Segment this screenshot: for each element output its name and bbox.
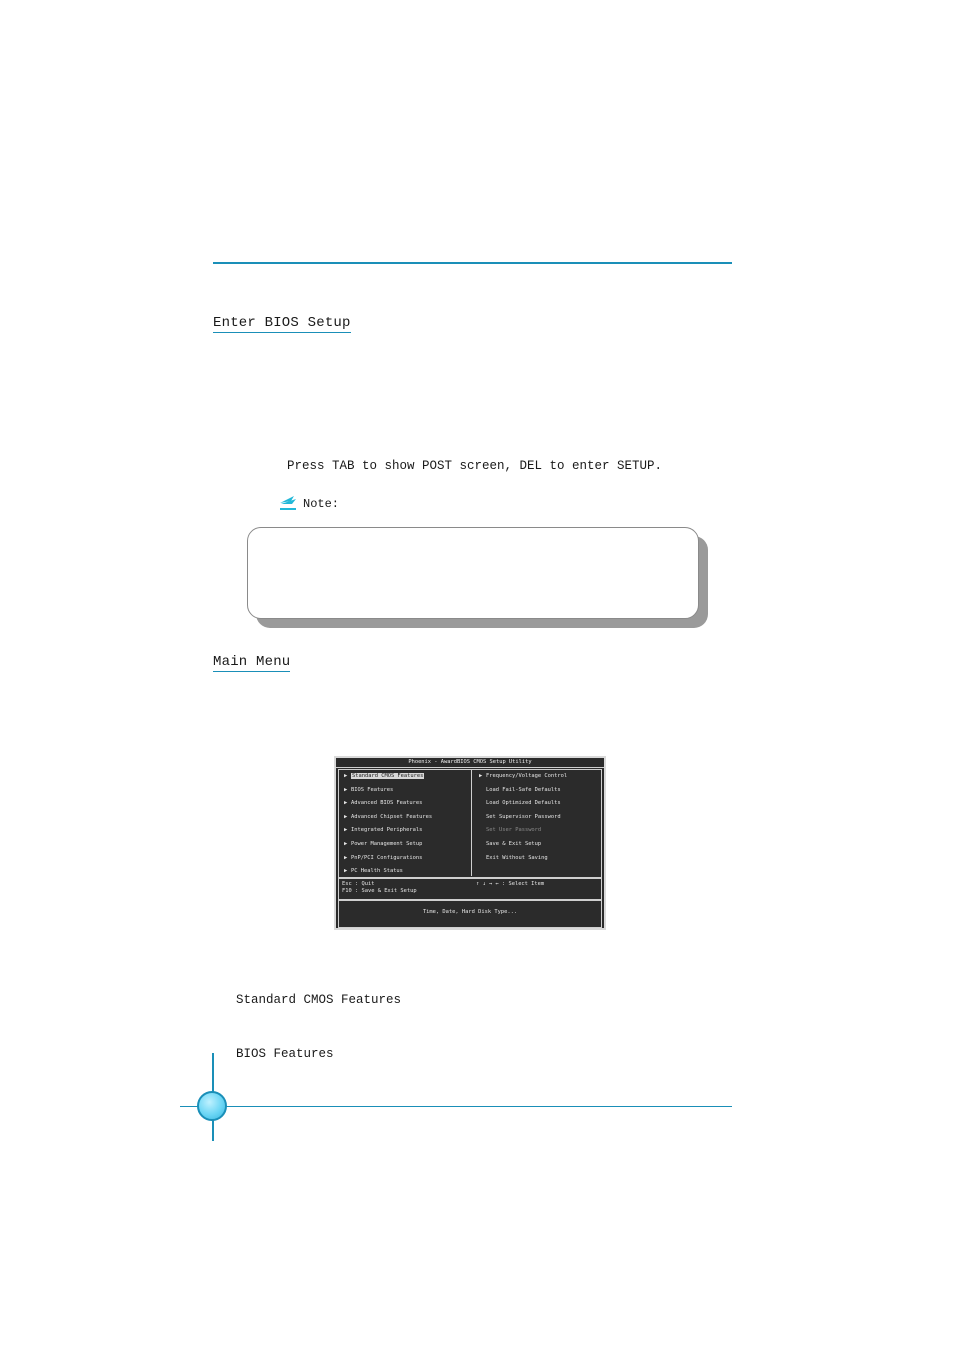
bios-item-standard-cmos[interactable]: ▶ Standard CMOS Features [344,773,424,779]
bios-screenshot [334,756,606,930]
bios-left-column [344,772,432,881]
bios-item-power-management[interactable]: ▶ Power Management Setup [344,840,423,847]
bios-item-load-optimized[interactable]: Load Optimized Defaults [486,800,561,807]
bios-right-column [479,772,567,867]
item-bios-features: BIOS Features [236,1047,334,1061]
item-standard-cmos-features: Standard CMOS Features [236,993,402,1007]
bios-screen [336,758,604,928]
bios-item-advanced-chipset[interactable]: ▶ Advanced Chipset Features [344,813,433,820]
bios-item-supervisor-password[interactable]: Set Supervisor Password [486,813,561,820]
bios-help-quit: Esc : Quit [342,881,375,887]
bios-help-save-exit: F10 : Save & Exit Setup [342,888,417,894]
page-marker-circle [197,1091,227,1121]
bios-item-save-exit[interactable]: Save & Exit Setup [486,840,542,847]
note-pen-icon [278,494,298,512]
bios-column-divider [471,769,472,876]
bios-description: Time, Date, Hard Disk Type... [422,909,518,915]
post-prompt-line: Press TAB to show POST screen, DEL to enter SETUP. [287,459,663,473]
section-title-enter-bios: Enter BIOS Setup [213,315,351,331]
bottom-rule [180,1106,732,1107]
note-label: Note: [303,497,340,511]
bios-item-load-failsafe[interactable]: Load Fail-Safe Defaults [486,786,561,793]
bios-item-integrated-peripherals[interactable]: ▶ Integrated Peripherals [344,827,423,834]
bios-item-pc-health[interactable]: ▶ PC Health Status [344,868,403,875]
top-rule [213,262,732,264]
bios-item-advanced-bios[interactable]: ▶ Advanced BIOS Features [344,800,423,807]
bios-item-user-password: Set User Password [486,827,542,834]
note-box [247,527,699,619]
bios-item-pnp-pci[interactable]: ▶ PnP/PCI Configurations [344,854,423,861]
bios-help-select-item: ↑ ↓ → ← : Select Item [476,881,545,887]
bios-item-frequency-voltage[interactable]: ▶ Frequency/Voltage Control [479,773,568,779]
bios-title: Phoenix - AwardBIOS CMOS Setup Utility [336,758,604,768]
section-title-main-menu: Main Menu [213,654,291,670]
bios-item-exit-without-saving[interactable]: Exit Without Saving [486,854,548,861]
bios-item-bios-features[interactable]: ▶ BIOS Features [344,786,394,793]
